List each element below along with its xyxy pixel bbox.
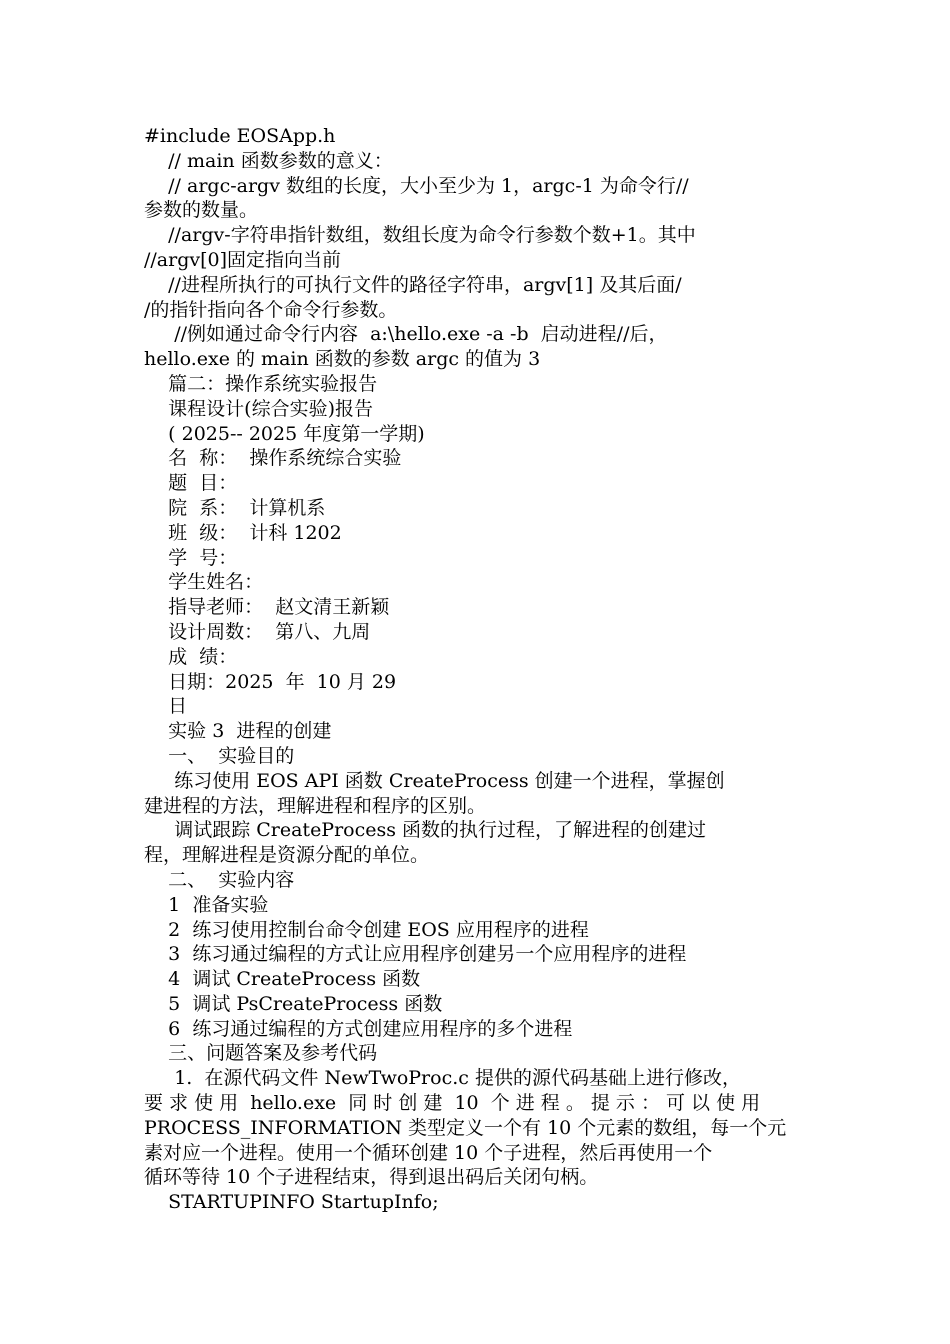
text-line: // argc-argv 数组的长度，大小至少为 1，argc-1 为命令行// <box>144 174 689 197</box>
text-line: 课程设计(综合实验)报告 <box>144 397 373 420</box>
text-line: 2 练习使用控制台命令创建 EOS 应用程序的进程 <box>144 918 589 941</box>
text-line: 参数的数量。 <box>144 199 259 222</box>
text-line: 3 练习通过编程的方式让应用程序创建另一个应用程序的进程 <box>144 943 687 966</box>
text-line: 实验 3 进程的创建 <box>144 720 332 743</box>
text-line: /的指针指向各个命令行参数。 <box>144 298 398 321</box>
text-line: 4 调试 CreateProcess 函数 <box>144 968 421 991</box>
text-line: 素对应一个进程。使用一个循环创建 10 个子进程，然后再使用一个 <box>144 1141 713 1164</box>
text-line: 指导老师： 赵文清王新颖 <box>144 596 390 619</box>
text-line: 5 调试 PsCreateProcess 函数 <box>144 992 443 1015</box>
text-line: 学 号： <box>144 546 238 569</box>
text-line: 程，理解进程是资源分配的单位。 <box>144 844 430 867</box>
text-line: 日期：2025 年 10 月 29 <box>144 670 397 693</box>
text-line: // main 函数参数的意义： <box>144 149 393 172</box>
text-line: 循环等待 10 个子进程结束，得到退出码后关闭句柄。 <box>144 1166 599 1189</box>
text-line: //argv-字符串指针数组，数组长度为命令行参数个数+1。其中 <box>144 224 696 247</box>
text-line: 要 求 使 用 hello.exe 同 时 创 建 10 个 进 程 。 提 示 ： 可 以 使 用 <box>144 1092 761 1115</box>
text-line: hello.exe 的 main 函数的参数 argc 的值为 3 <box>144 348 541 371</box>
text-line: 设计周数： 第八、九周 <box>144 620 371 643</box>
text-line: 篇二：操作系统实验报告 <box>144 372 378 395</box>
text-line: 日 <box>144 695 188 718</box>
document-body <box>144 124 808 1215</box>
text-line: //例如通过命令行内容 a:\hello.exe -a -b 启动进程//后， <box>144 323 668 346</box>
text-line: 1. 在源代码文件 NewTwoProc.c 提供的源代码基础上进行修改， <box>144 1067 741 1090</box>
text-line: 院 系： 计算机系 <box>144 496 326 519</box>
text-line: 班 级： 计科 1202 <box>144 521 342 544</box>
text-line: 1 准备实验 <box>144 893 269 916</box>
text-line: 名 称： 操作系统综合实验 <box>144 447 402 470</box>
text-line: //进程所执行的可执行文件的路径字符串，argv[1] 及其后面/ <box>144 273 682 296</box>
text-line: #include EOSApp.h <box>144 125 336 147</box>
text-line: 一、 实验目的 <box>144 744 295 767</box>
text-line: STARTUPINFO StartupInfo; <box>144 1191 439 1214</box>
text-line: 三、问题答案及参考代码 <box>144 1042 378 1065</box>
text-line: 学生姓名： <box>144 571 264 594</box>
text-line: 二、 实验内容 <box>144 868 295 891</box>
text-line: 练习使用 EOS API 函数 CreateProcess 创建一个进程，掌握创 <box>144 769 725 792</box>
text-line: //argv[0]固定指向当前 <box>144 248 342 271</box>
text-line: 成 绩： <box>144 645 238 668</box>
text-line: 6 练习通过编程的方式创建应用程序的多个进程 <box>144 1017 573 1040</box>
text-line: 调试跟踪 CreateProcess 函数的执行过程，了解进程的创建过 <box>144 819 707 842</box>
text-line: PROCESS_INFORMATION 类型定义一个有 10 个元素的数组，每一个元 <box>144 1116 787 1139</box>
text-line: ( 2025-- 2025 年度第一学期) <box>144 422 425 445</box>
text-line: 建进程的方法，理解进程和程序的区别。 <box>144 794 487 817</box>
text-line: 题 目： <box>144 472 238 495</box>
